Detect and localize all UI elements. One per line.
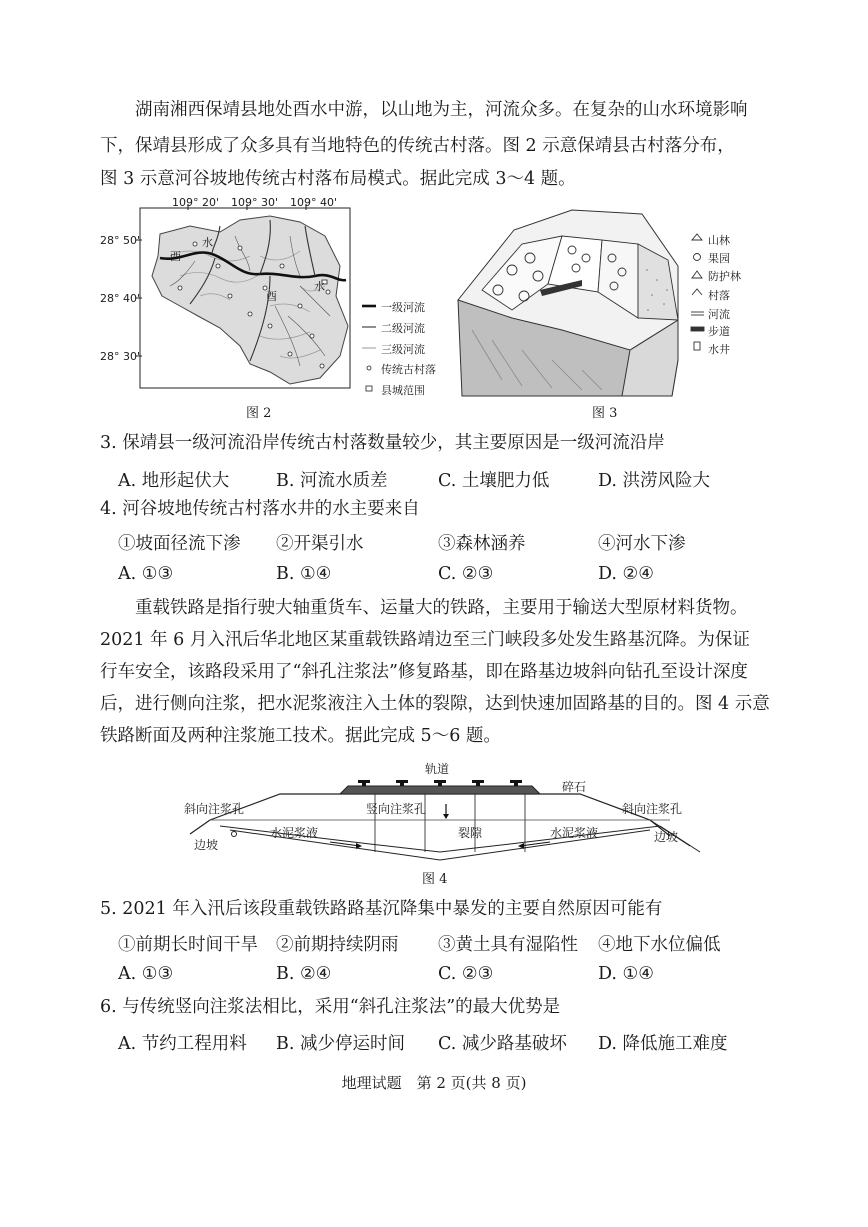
q5-item-4: ④地下水位偏低 — [598, 935, 721, 955]
q4-item-3: ③森林涵养 — [438, 534, 526, 554]
q6-option-a[interactable]: A. 节约工程用料 — [118, 1034, 247, 1054]
figure-4-caption: 图 4 — [422, 872, 448, 887]
legend-river: 河流 — [708, 308, 730, 321]
q5-option-a[interactable]: A. ①③ — [118, 964, 174, 984]
q5-item-1: ①前期长时间干旱 — [118, 935, 258, 955]
legend-county: 县城范围 — [381, 384, 425, 397]
q5-item-3: ③黄土具有湿陷性 — [438, 935, 578, 955]
label-right-slurry: 水泥浆液 — [550, 826, 599, 840]
legend-village: 传统古村落 — [381, 363, 436, 376]
q6-option-d[interactable]: D. 降低施工难度 — [598, 1034, 728, 1054]
q5-item-2: ②前期持续阴雨 — [276, 935, 399, 955]
figure-2-caption: 图 2 — [246, 406, 272, 421]
figure-3-diagram — [452, 200, 768, 422]
q4-item-1: ①坡面径流下渗 — [118, 534, 241, 554]
lon-label: 109° 40' — [290, 196, 338, 209]
q3-option-a[interactable]: A. 地形起伏大 — [118, 471, 230, 491]
label-right-slanted-hole: 斜向注浆孔 — [622, 802, 683, 816]
q4-item-2: ②开渠引水 — [276, 534, 364, 554]
river-name-char: 西 — [170, 250, 181, 263]
q5-option-b[interactable]: B. ②④ — [276, 964, 332, 984]
q4-option-a[interactable]: A. ①③ — [118, 564, 174, 584]
q6-option-b[interactable]: B. 减少停运时间 — [276, 1034, 405, 1054]
q4-item-4: ④河水下渗 — [598, 534, 686, 554]
label-left-slurry: 水泥浆液 — [270, 826, 319, 840]
figure-3-caption: 图 3 — [592, 406, 618, 421]
lat-label: 28° 50' — [100, 234, 141, 247]
label-track: 轨道 — [425, 762, 450, 776]
intro1-line2: 下，保靖县形成了众多具有当地特色的传统古村落。图 2 示意保靖县古村落分布， — [100, 136, 735, 156]
q3-option-c[interactable]: C. 土壤肥力低 — [438, 471, 550, 491]
legend-village: 村落 — [708, 289, 730, 302]
q6-option-c[interactable]: C. 减少路基破坏 — [438, 1034, 567, 1054]
intro2-line4: 后，进行侧向注浆，把水泥浆液注入土体的裂隙，达到快速加固路基的目的。图 4 示意 — [100, 694, 770, 714]
q4-option-d[interactable]: D. ②④ — [598, 564, 654, 584]
q6-stem: 6. 与传统竖向注浆法相比，采用“斜孔注浆法”的最大优势是 — [100, 997, 561, 1017]
q5-stem: 5. 2021 年入汛后该段重载铁路路基沉降集中暴发的主要自然原因可能有 — [100, 899, 663, 919]
intro1-line1: 湖南湘西保靖县地处酉水中游，以山地为主，河流众多。在复杂的山水环境影响 — [135, 100, 748, 120]
intro2-line3: 行车安全，该路段采用了“斜孔注浆法”修复路基，即在路基边坡斜向钻孔至设计深度 — [100, 662, 748, 682]
intro2-line5: 铁路断面及两种注浆施工技术。据此完成 5～6 题。 — [100, 726, 501, 746]
intro2-line1: 重载铁路是指行驶大轴重货车、运量大的铁路，主要用于输送大型原材料货物。 — [135, 598, 748, 618]
river-name-char: 酉 — [266, 290, 277, 303]
legend-first-river: 一级河流 — [381, 301, 425, 314]
q5-option-d[interactable]: D. ①④ — [598, 964, 654, 984]
q5-option-c[interactable]: C. ②③ — [438, 964, 494, 984]
lon-label: 109° 20' — [172, 196, 220, 209]
label-right-slope: 边坡 — [654, 830, 679, 844]
q4-option-c[interactable]: C. ②③ — [438, 564, 494, 584]
legend-third-river: 三级河流 — [381, 343, 425, 356]
label-left-slope: 边坡 — [194, 838, 219, 852]
legend-well: 水井 — [708, 343, 730, 356]
lat-label: 28° 30' — [100, 350, 141, 363]
legend-mountain-forest: 山林 — [708, 234, 730, 247]
label-crack: 裂隙 — [458, 826, 483, 840]
intro2-line2: 2021 年 6 月入汛后华北地区某重载铁路靖边至三门峡段多处发生路基沉降。为保证 — [100, 630, 750, 650]
q3-option-b[interactable]: B. 河流水质差 — [276, 471, 388, 491]
legend-shelterbelt: 防护林 — [708, 270, 741, 283]
figure-4-diagram — [170, 756, 710, 888]
river-name-char: 水 — [314, 280, 325, 293]
q4-option-b[interactable]: B. ①④ — [276, 564, 332, 584]
label-left-slanted-hole: 斜向注浆孔 — [184, 802, 245, 816]
legend-trail: 步道 — [708, 325, 730, 338]
intro1-line3: 图 3 示意河谷坡地传统古村落布局模式。据此完成 3～4 题。 — [100, 169, 576, 189]
lon-label: 109° 30' — [231, 196, 279, 209]
label-gravel: 碎石 — [562, 780, 587, 794]
figure-2-map — [100, 196, 440, 422]
legend-orchard: 果园 — [708, 252, 730, 265]
legend-second-river: 二级河流 — [381, 322, 425, 335]
label-vertical-hole: 竖向注浆孔 — [366, 802, 427, 816]
q3-option-d[interactable]: D. 洪涝风险大 — [598, 471, 711, 491]
page-footer: 地理试题 第 2 页(共 8 页) — [341, 1074, 527, 1092]
q3-stem: 3. 保靖县一级河流沿岸传统古村落数量较少，其主要原因是一级河流沿岸 — [100, 433, 665, 453]
river-name-char: 水 — [202, 236, 213, 249]
q4-stem: 4. 河谷坡地传统古村落水井的水主要来自 — [100, 499, 420, 519]
lat-label: 28° 40' — [100, 292, 141, 305]
